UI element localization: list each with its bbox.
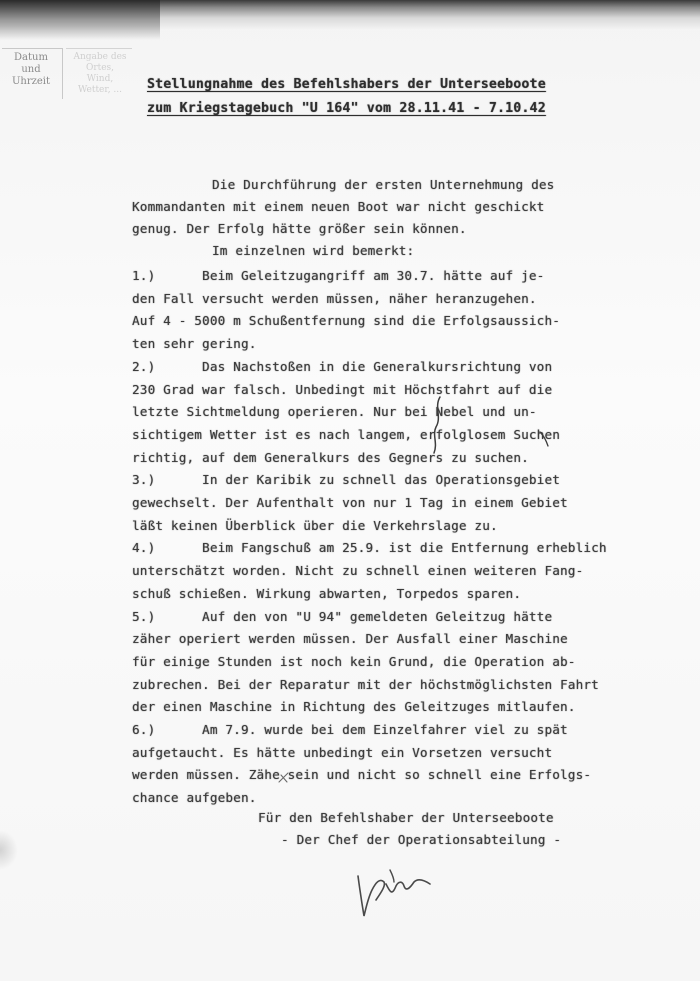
remark-line: letzte Sichtmeldung operieren. Nur bei Nebel und un- xyxy=(132,404,537,419)
remark-line: sichtigem Wetter ist es nach langem, erfolglosem Suchen xyxy=(132,427,561,442)
remark-line: gewechselt. Der Aufenthalt von nur 1 Tag in einem Gebiet xyxy=(132,495,568,510)
remark-line: werden müssen. Zähe sein und nicht so schnell eine Erfolgs- xyxy=(132,767,592,782)
remark-line: 5.) Auf den von "U 94" gemeldeten Geleitzug hätte xyxy=(132,609,553,624)
remark-line: den Fall versucht werden müssen, näher heranzugehen. xyxy=(132,291,537,306)
intro-line: Im einzelnen wird bemerkt: xyxy=(212,243,415,258)
remark-line: richtig, auf dem Generalkurs des Gegners zu suchen. xyxy=(132,450,529,465)
scan-edge-shadow-left xyxy=(0,0,160,40)
form-label-ort: Angabe des Ortes, Wind, Wetter, ... xyxy=(73,52,127,95)
remark-line: 6.) Am 7.9. wurde bei dem Einzelfahrer viel zu spät xyxy=(132,722,568,737)
remark-line: aufgetaucht. Es hätte unbedingt ein Vorsetzen versucht xyxy=(132,745,553,760)
closing-line-2: - Der Chef der Operationsabteilung - xyxy=(281,832,562,847)
remark-line: chance aufgeben. xyxy=(132,790,257,805)
remark-line: schuß schießen. Wirkung abwarten, Torpedos sparen. xyxy=(132,586,522,601)
remark-line: ten sehr gering. xyxy=(132,336,257,351)
remark-line: 2.) Das Nachstoßen in die Generalkursrichtung von xyxy=(132,359,553,374)
pencil-mark-icon xyxy=(538,428,554,448)
document-title-line-2: zum Kriegstagebuch "U 164" vom 28.11.41 - 7.10.42 xyxy=(147,101,546,116)
remark-line: 3.) In der Karibik zu schnell das Operationsgebiet xyxy=(132,472,561,487)
form-label-datum: Datum und Uhrzeit xyxy=(11,52,51,87)
remark-line: zäher operiert werden müssen. Der Ausfall einer Maschine xyxy=(132,631,568,646)
intro-line: Die Durchführung der ersten Unternehmung des xyxy=(212,177,555,192)
handwritten-signature-icon xyxy=(350,856,440,926)
pencil-mark-icon xyxy=(276,770,292,786)
intro-line: Kommandanten mit einem neuen Boot war nicht geschickt xyxy=(132,199,545,214)
scan-smudge xyxy=(0,830,18,870)
remark-line: 230 Grad war falsch. Unbedingt mit Höchstfahrt auf die xyxy=(132,382,553,397)
remark-line: Auf 4 - 5000 m Schußentfernung sind die Erfolgsaussich- xyxy=(132,313,561,328)
document-title-line-1: Stellungnahme des Befehlshabers der Unterseeboote xyxy=(147,77,546,92)
remark-line: für einige Stunden ist noch kein Grund, die Operation ab- xyxy=(132,654,576,669)
remark-line: 4.) Beim Fangschuß am 25.9. ist die Entfernung erheblich xyxy=(132,540,607,555)
pencil-mark-icon xyxy=(428,395,448,455)
remark-line: 1.) Beim Geleitzugangriff am 30.7. hätte auf je- xyxy=(132,268,545,283)
remark-line: der einen Maschine in Richtung des Geleitzuges mitlaufen. xyxy=(132,699,576,714)
closing-line-1: Für den Befehlshaber der Unterseeboote xyxy=(258,810,554,825)
remark-line: zubrechen. Bei der Reparatur mit der höchstmöglichsten Fahrt xyxy=(132,677,599,692)
remark-line: unterschätzt worden. Nicht zu schnell einen weiteren Fang- xyxy=(132,563,584,578)
remark-line: läßt keinen Überblick über die Verkehrslage zu. xyxy=(132,518,498,533)
intro-line: genug. Der Erfolg hätte größer sein können. xyxy=(132,221,467,236)
